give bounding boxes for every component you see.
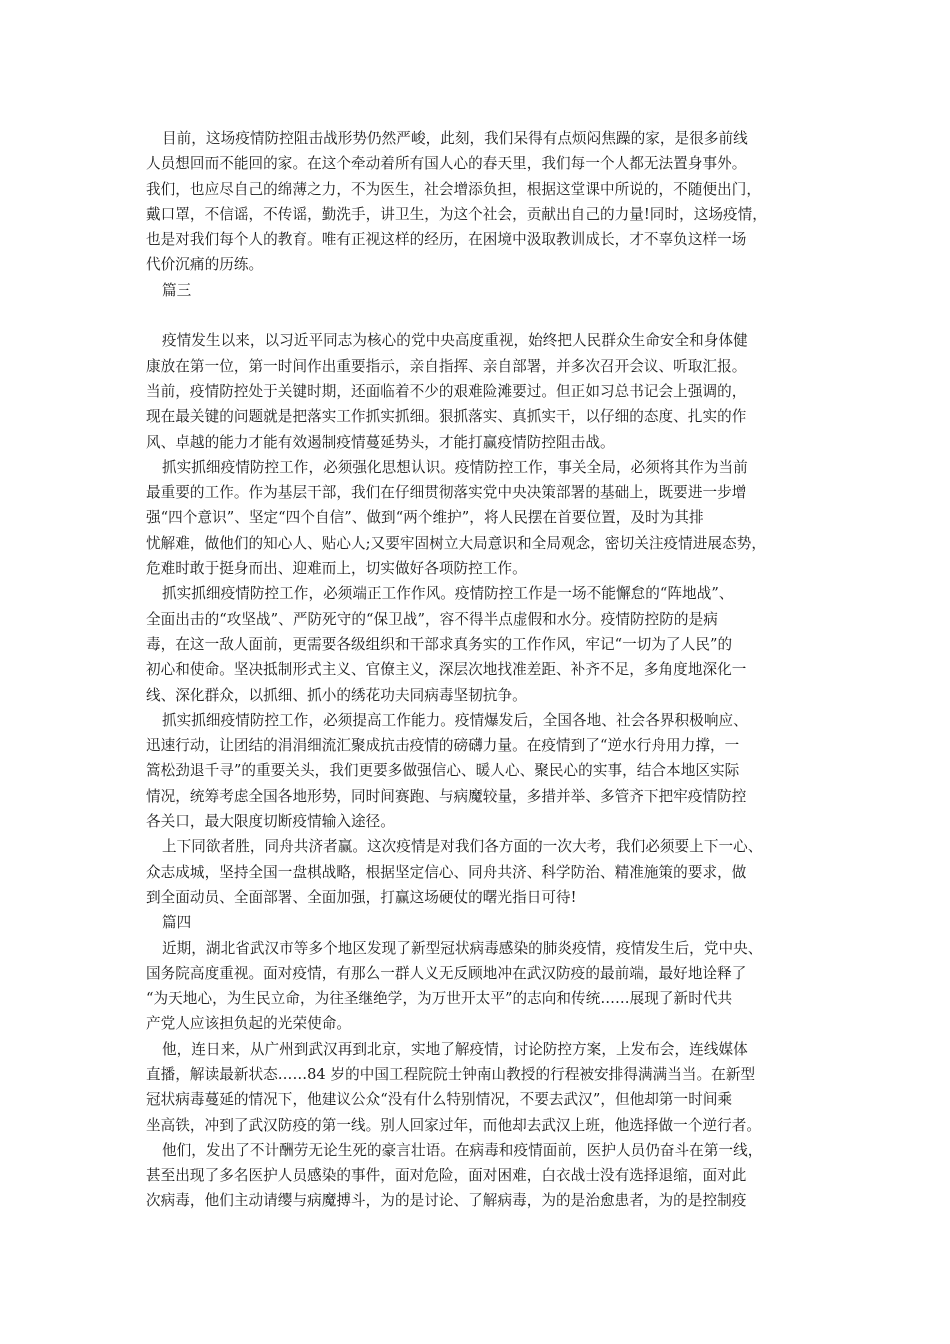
- text-line: 他们，发出了不计酬劳无论生死的豪言壮语。在病毒和疫情面前，医护人员仍奋斗在第一线，: [162, 1141, 763, 1159]
- text-line: 他，连日来，从广州到武汉再到北京，实地了解疫情，讨论防控方案，上发布会，连线媒体: [162, 1040, 748, 1058]
- text-line: 毒，在这一敌人面前，更需要各级组织和干部求真务实的工作作风，牢记“一切为了人民”的: [146, 635, 733, 653]
- text-line: 坐高铁，冲到了武汉防疫的第一线。别人回家过年，而他却去武汉上班，他选择做一个逆行者。: [146, 1116, 762, 1134]
- text-line: 康放在第一位，第一时间作出重要指示，亲自指挥、亲自部署，并多次召开会议、听取汇报。: [146, 357, 747, 375]
- text-line: 当前，疫情防控处于关键时期，还面临着不少的艰难险滩要过。但正如习总书记会上强调的，: [146, 382, 747, 400]
- text-line: 近期，湖北省武汉市等多个地区发现了新型冠状病毒感染的肺炎疫情，疫情发生后，党中央、: [162, 939, 763, 957]
- text-line: 上下同欲者胜，同舟共济者赢。这次疫情是对我们各方面的一次大考，我们必须要上下一心、: [162, 838, 763, 856]
- text-line: 戴口罩，不信谣，不传谣，勤洗手，讲卫生，为这个社会，贡献出自己的力量!同时，这场疫情，: [146, 205, 767, 223]
- text-line: 国务院高度重视。面对疫情，有那么一群人义无反顾地冲在武汉防疫的最前端，最好地诠释了: [146, 964, 747, 982]
- text-line: 危难时敢于挺身而出、迎难而上，切实做好各项防控工作。: [146, 560, 527, 578]
- text-line: 初心和使命。坚决抵制形式主义、官僚主义，深层次地找准差距、补齐不足，多角度地深化一: [146, 661, 747, 679]
- text-line: 甚至出现了多名医护人员感染的事件，面对危险，面对困难，白衣战士没有选择退缩，面对此: [146, 1167, 747, 1185]
- text-line: 我们，也应尽自己的绵薄之力，不为医生，社会增添负担，根据这堂课中所说的，不随便出门，: [146, 180, 762, 198]
- text-line: “为天地心，为生民立命，为往圣继绝学，为万世开太平”的志向和传统……展现了新时代共: [146, 990, 733, 1008]
- text-line: 到全面动员、全面部署、全面加强，打赢这场硬仗的曙光指日可待!: [146, 888, 577, 906]
- document-body: [146, 126, 814, 1214]
- text-line: 众志成城，坚持全国一盘棋战略，根据坚定信心、同舟共济、科学防治、精准施策的要求，做: [146, 863, 747, 881]
- text-line: 抓实抓细疫情防控工作，必须端正工作作风。疫情防控工作是一场不能懈怠的“阵地战”、: [162, 585, 734, 603]
- text-line: 冠状病毒蔓延的情况下，他建议公众“没有什么特别情况，不要去武汉”，但他却第一时间乘: [146, 1091, 733, 1109]
- blank-line: [146, 303, 814, 328]
- section-heading: 篇三: [162, 281, 192, 299]
- text-line: 情况，统筹考虑全国各地形势，同时间赛跑、与病魔较量，多措并举、多管齐下把牢疫情防控: [146, 787, 747, 805]
- text-line: 直播，解读最新状态……84 岁的中国工程院院士钟南山教授的行程被安排得满满当当。在新型: [146, 1065, 756, 1083]
- text-line: 全面出击的“攻坚战”、严防死守的“保卫战”，容不得半点虚假和水分。疫情防控防的是病: [146, 610, 718, 628]
- text-line: 最重要的工作。作为基层干部，我们在仔细贯彻落实党中央决策部署的基础上，既要进一步增: [146, 484, 747, 502]
- text-line: 迅速行动，让团结的涓涓细流汇聚成抗击疫情的磅礴力量。在疫情到了“逆水行舟用力撑，一: [146, 737, 740, 755]
- text-line: 各关口，最大限度切断疫情输入途径。: [146, 813, 395, 831]
- text-line: 抓实抓细疫情防控工作，必须提高工作能力。疫情爆发后，全国各地、社会各界积极响应、: [162, 711, 748, 729]
- text-line: 次病毒，他们主动请缨与病魔搏斗，为的是讨论、了解病毒，为的是治愈患者，为的是控制疫: [146, 1192, 747, 1210]
- text-line: 人员想回而不能回的家。在这个牵动着所有国人心的春天里，我们每一个人都无法置身事外。: [146, 155, 747, 173]
- text-line: 疫情发生以来，以习近平同志为核心的党中央高度重视，始终把人民群众生命安全和身体健: [162, 332, 748, 350]
- text-line: 篙松劲退千寻”的重要关头，我们更要多做强信心、暖人心、聚民心的实事，结合本地区实际: [146, 762, 740, 780]
- text-line: 代价沉痛的历练。: [146, 256, 264, 274]
- text-line: 也是对我们每个人的教育。唯有正视这样的经历，在困境中汲取教训成长，才不辜负这样一场: [146, 231, 747, 249]
- text-line: 强“四个意识”、坚定“四个自信”、做到“两个维护”，将人民摆在首要位置，及时为其排: [146, 509, 704, 527]
- text-line: 忧解难，做他们的知心人、贴心人;又要牢固树立大局意识和全局观念，密切关注疫情进展态势，: [146, 534, 767, 552]
- section-heading: 篇四: [162, 914, 192, 932]
- text-line: 风、卓越的能力才能有效遏制疫情蔓延势头，才能打赢疫情防控阻击战。: [146, 433, 615, 451]
- text-line: 线、深化群众，以抓细、抓小的绣花功夫同病毒坚韧抗争。: [146, 686, 527, 704]
- text-line: 抓实抓细疫情防控工作，必须强化思想认识。疫情防控工作，事关全局，必须将其作为当前: [162, 458, 748, 476]
- text-line: 现在最关键的问题就是把落实工作抓实抓细。狠抓落实、真抓实干，以仔细的态度、扎实的作: [146, 408, 747, 426]
- text-line: 产党人应该担负起的光荣使命。: [146, 1015, 352, 1033]
- text-line: 目前，这场疫情防控阻击战形势仍然严峻，此刻，我们呆得有点烦闷焦躁的家，是很多前线: [162, 130, 748, 147]
